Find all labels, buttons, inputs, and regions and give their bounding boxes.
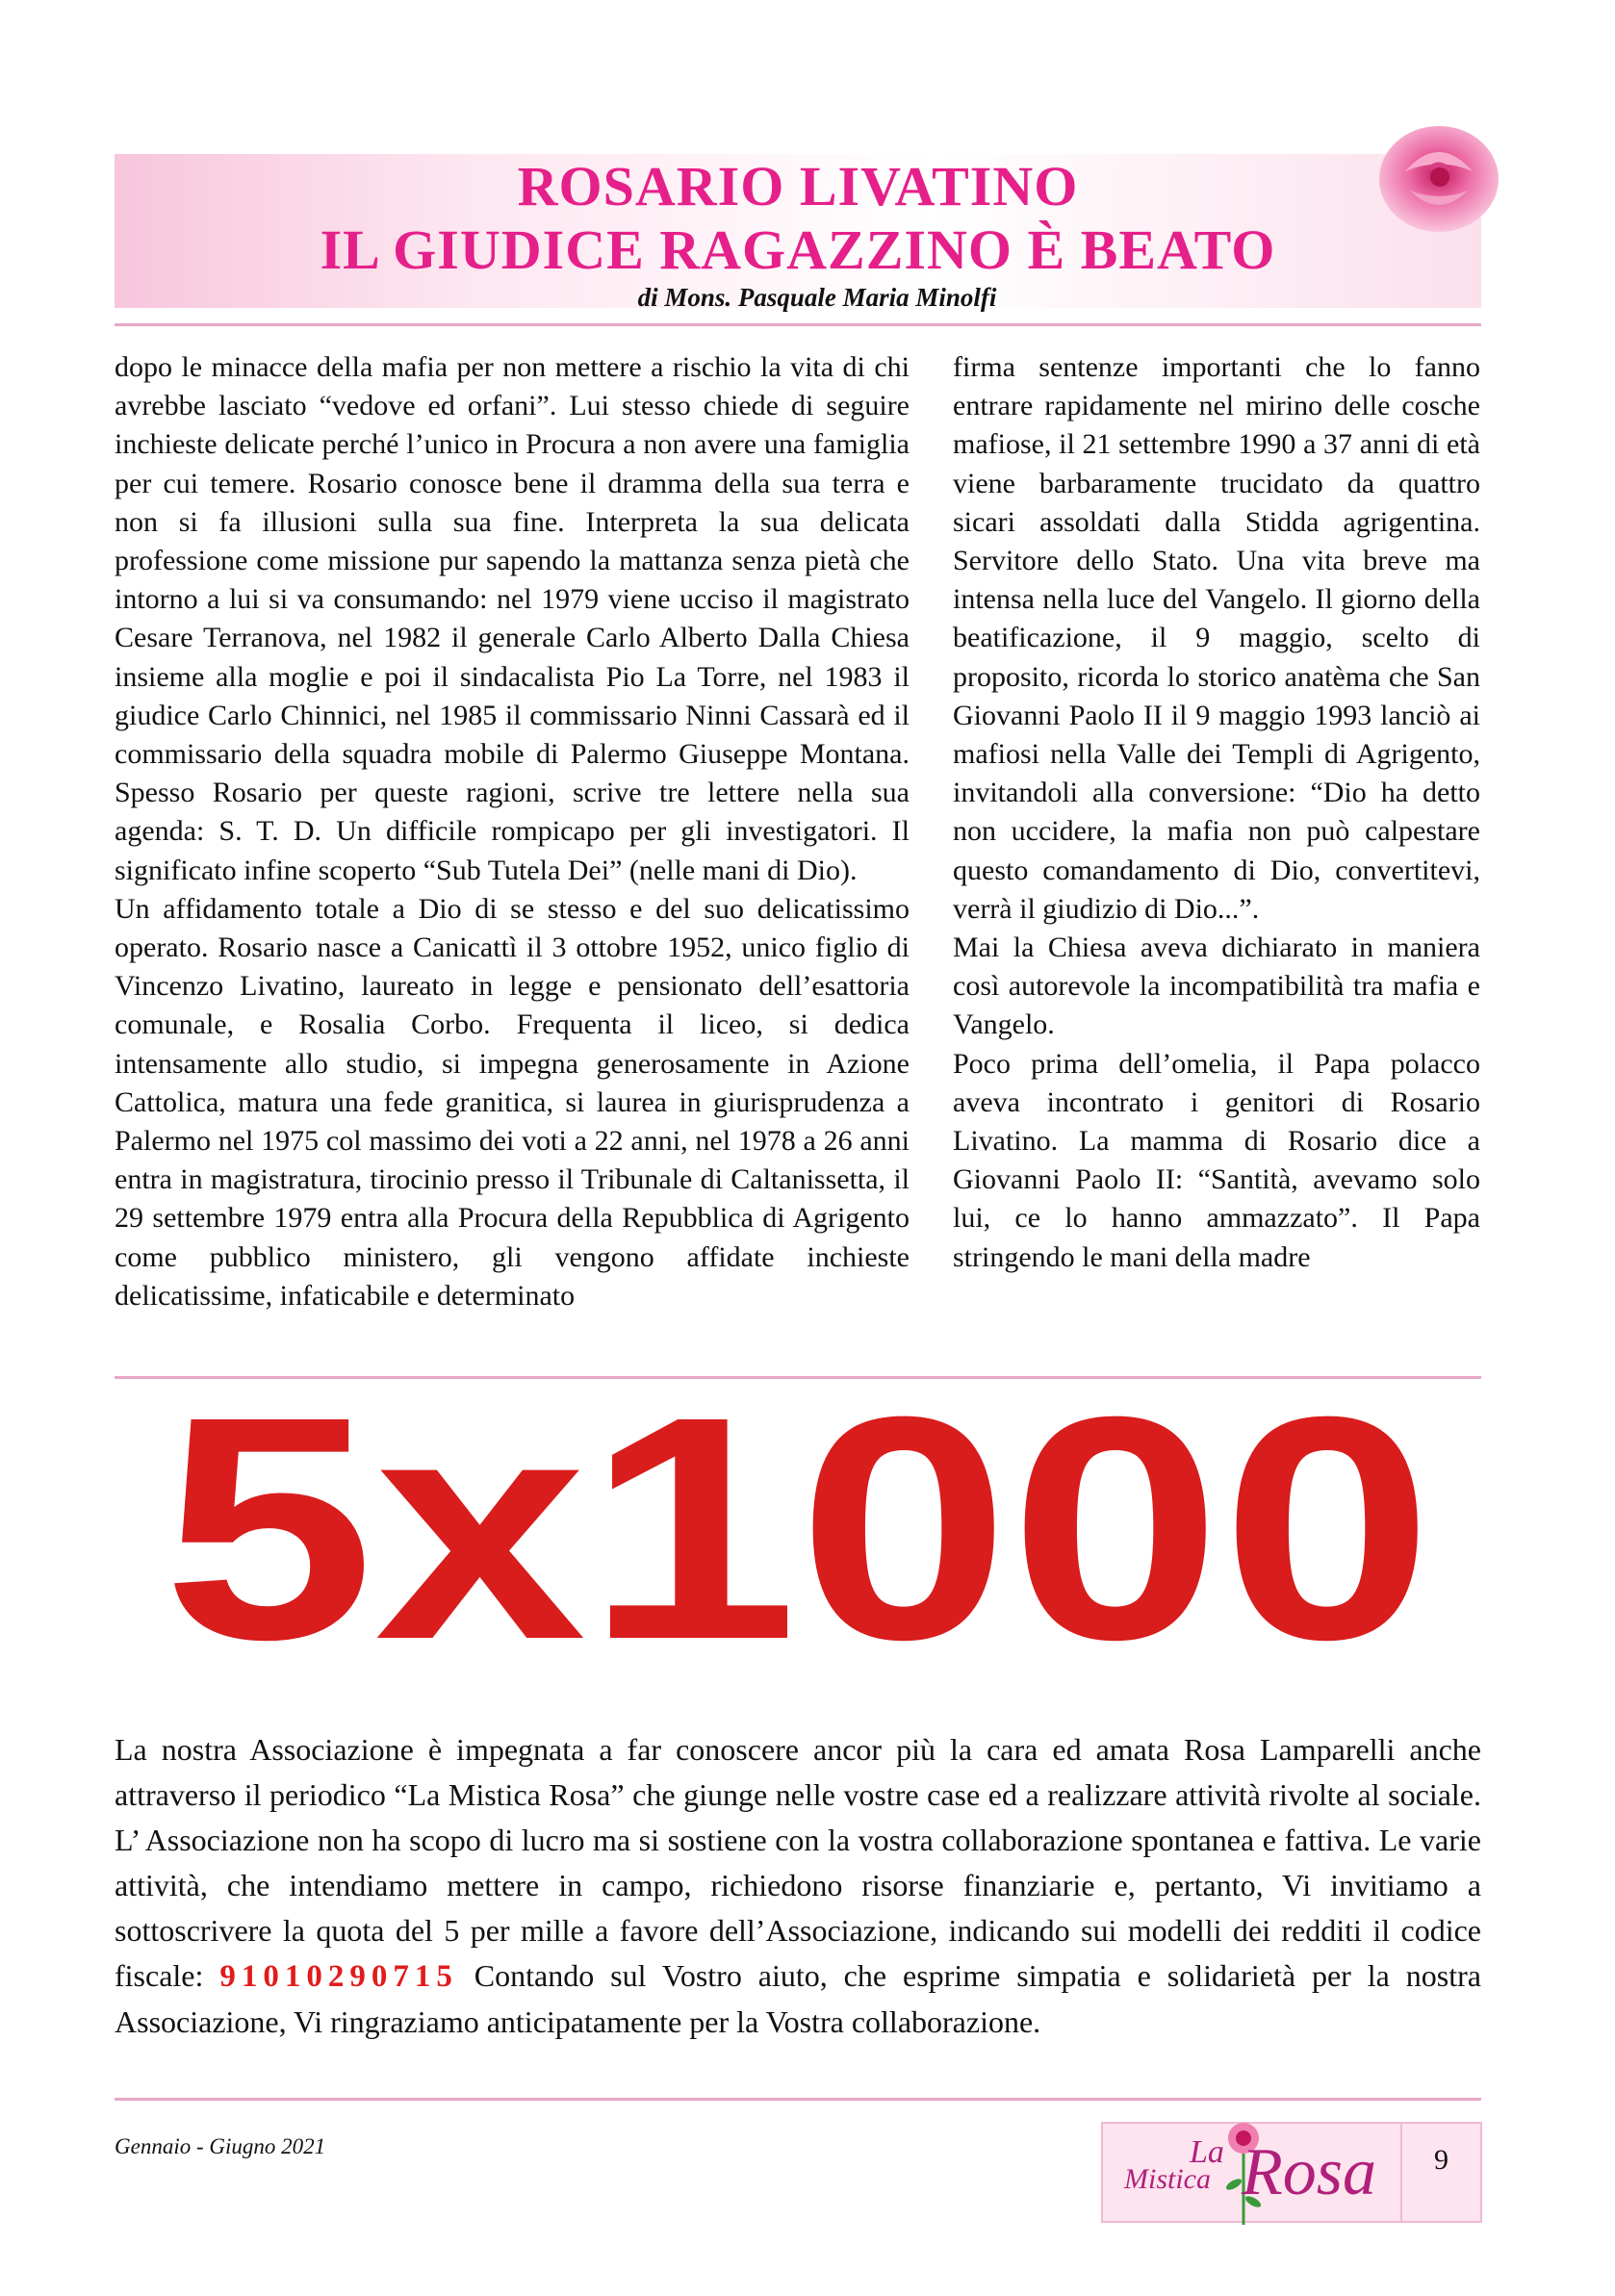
article-paragraph: Un affidamento totale a Dio di se stesso e del suo delicatissimo operato. Rosario nasce a Canicattì il 3 ottobre 1952, unico figlio di Vincenzo Livatino, laureato in legge e pensionato dell’esattoria comunale, e Rosalia Corbo. Frequenta il liceo, si dedica intensamente allo studio, si impegna generosamente in Azione Cattolica, matura una fede granitica, si laurea in giurisprudenza a Palermo nel 1975 col massimo dei voti a 22 anni, nel 1978 a 26 anni entra in magistratura, tirocinio presso il Tribunale di Caltanissetta, il 29 settembre 1979 entra alla Procura della Repubblica di Agrigento come pubblico ministero, gli vengono affidate inchieste delicatissime, infaticabile e determinato [115, 892, 910, 1312]
donation-headline-text: 5x1000 [163, 1395, 1433, 1684]
article-byline: di Mons. Pasquale Maria Minolfi [637, 283, 997, 312]
logo-text-rosa: Rosa [1242, 2135, 1376, 2209]
divider [115, 323, 1481, 326]
donation-appeal [115, 1727, 1481, 2045]
divider [115, 2098, 1481, 2101]
divider [115, 1376, 1481, 1379]
article-paragraph: Mai la Chiesa aveva dichiarato in maniera così autorevole la incompatibilità tra mafia e Vangelo. [953, 931, 1480, 1041]
article-paragraph: dopo le minacce della mafia per non mettere a rischio la vita di chi avrebbe lasciato “vedove ed orfani”. Lui stesso chiede di seguire inchieste delicate perché l’unico in Procura a non avere una famiglia per cui temere. Rosario conosce bene il dramma della sua terra e non si fa illusioni sulla sua fine. Interpreta la sua delicata professione come missione pur sapendo la mattanza senza pietà che intorno a lui si va consumando: nel 1979 viene ucciso il magistrato Cesare Terranova, nel 1982 il generale Carlo Alberto Dalla Chiesa insieme alla moglie e poi il sindacalista Pio La Torre, nel 1983 il giudice Carlo Chinnici, nel 1985 il commissario Ninni Cassarà ed il commissario della squadra mobile di Palermo Giuseppe Montana. Spesso Rosario per queste ragioni, scrive tre lettere nella sua agenda: S. T. D. Un difficile rompicapo per gli investigatori. Il significato infine scoperto “Sub Tutela Dei” (nelle mani di Dio). [115, 351, 910, 886]
divider [1400, 2122, 1402, 2223]
article-left-column [115, 348, 910, 1315]
article-title-line2: IL GIUDICE RAGAZZINO È BEATO [320, 218, 1276, 281]
appeal-text: La nostra Associazione è impegnata a far conoscere ancor più la cara ed amata Rosa Lamparelli anche attraverso il periodico “La Mistica Rosa” che giunge nelle vostre case ed a realizzare attività rivolte al sociale. L’ Associazione non ha scopo di lucro ma si sostiene con la vostra collaborazione spontanea e fattiva. Le varie attività, che intendiamo mettere in campo, richiedono risorse finanziarie e, pertanto, Vi invitiamo a sottoscrivere la quota del 5 per mille a favore dell’Associazione, indicando sui modelli dei redditi il codice fiscale: [115, 1732, 1481, 1993]
issue-date: Gennaio - Giugno 2021 [115, 2134, 326, 2158]
page-number: 9 [1434, 2144, 1448, 2176]
article-title-line1: ROSARIO LIVATINO [517, 155, 1079, 217]
appeal-text: Contando sul Vostro aiuto, che esprime simpatia e solidarietà per la nostra Associazione, Vi ringraziamo anticipatamente per la Vostra collaborazione. [115, 1958, 1482, 2039]
logo-text-la: La [1190, 2134, 1224, 2170]
logo-text-mistica: Mistica [1124, 2163, 1211, 2195]
article-right-column [953, 348, 1480, 1277]
article-paragraph: Poco prima dell’omelia, il Papa polacco aveva incontrato i genitori di Rosario Livatino. La mamma di Rosario dice a Giovanni Paolo II: “Santità, avevamo solo lui, ce lo hanno ammazzato”. Il Papa stringendo le mani della madre [953, 1047, 1480, 1273]
donation-headline [115, 1395, 1481, 1684]
article-paragraph: firma sentenze importanti che lo fanno entrare rapidamente nel mirino delle cosche mafiose, il 21 settembre 1990 a 37 anni di età viene barbaramente trucidato da quattro sicari assoldati dalla Stidda agrigentina. Servitore dello Stato. Una vita breve ma intensa nella luce del Vangelo. Il giorno della beatificazione, il 9 maggio, scelto di proposito, ricorda lo storico anatèma che San Giovanni Paolo II il 9 maggio 1993 lanciò ai mafiosi nella Valle dei Templi di Agrigento, invitandoli alla conversione: “Dio ha detto non uccidere, la mafia non può calpestare questo comandamento di Dio, convertitevi, verrà il giudizio di Dio...”. [953, 351, 1480, 925]
fiscal-code: 91010290715 [219, 1959, 458, 1994]
